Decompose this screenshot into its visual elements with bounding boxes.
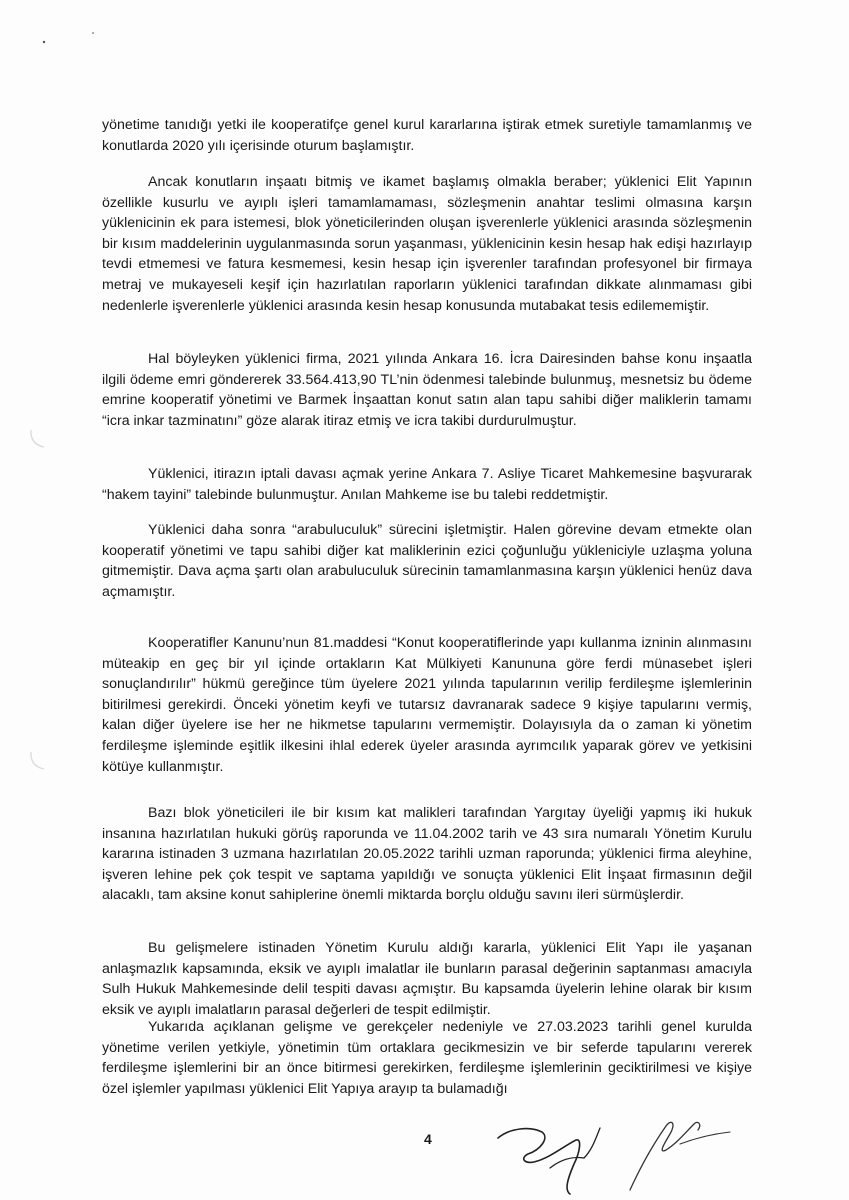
punch-hole-mark: [28, 428, 48, 450]
punch-hole-mark: [28, 750, 48, 772]
paragraph: Yüklenici, itirazın iptali davası açmak yerine Ankara 7. Asliye Ticaret Mahkemesine başvurarak “hakem tayini” talebinde bulunmuştur. Anılan Mahkeme ise bu talebi reddetmiştir.: [102, 466, 752, 503]
paragraph: Bu gelişmelere istinaden Yönetim Kurulu aldığı kararla, yüklenici Elit Yapı ile yaşanan anlaşmazlık kapsamında, eksik ve ayıplı imalatlar ile bunların parasal değerinin saptanması amacıyla Sulh Hukuk Mahkemesinde delil tespiti davası açmıştır. Bu kapsamda üyelerin lehine olarak bir kısım eksik ve ayıplı imalatların parasal değerleri de tespit edilmiştir.: [102, 940, 752, 1018]
paragraph: Ancak konutların inşaatı bitmiş ve ikamet başlamış olmakla beraber; yüklenici Elit Yapının özellikle kusurlu ve ayıplı işleri tamamlamaması, sözleşmenin anahtar teslimi olmasına karşın yüklenicinin ek para istemesi, blok yöneticilerinden oluşan işverenlerle yüklenici arasında sözleşmenin bir kısım maddelerinin uygulanmasında sorun yaşanması, yüklenicinin kesin hesap hak edişi hazırlayıp tevdi etmemesi ve fatura kesmemesi, kesin hesap için işverenler tarafından profesyonel bir firmaya metraj ve mukayeseli keşif için hazırlatılan raporların yüklenici tarafından dikkate alınmaması gibi nedenlerle işverenlerle yüklenici arasında kesin hesap konusunda mutabakat tesis edilememiştir.: [102, 174, 752, 314]
handwritten-signature: [480, 1098, 810, 1198]
paragraph: Hal böyleyken yüklenici firma, 2021 yılında Ankara 16. İcra Dairesinden bahse konu inşaatla ilgili ödeme emri göndererek 33.564.413,90 TL’nin ödenmesi talebinde bulunmuş, mesnetsiz bu ödeme emrine kooperatif yönetimi ve Barmek İnşaattan konut satın alan tapu sahibi diğer maliklerin tamamı “icra inkar tazminatını” göze alarak itiraz etmiş ve icra takibi durdurulmuştur.: [102, 351, 752, 429]
paragraph: Bazı blok yöneticileri ile bir kısım kat malikleri tarafından Yargıtay üyeliği yapmış iki hukuk insanına hazırlatılan hukuki görüş raporunda ve 11.04.2002 tarih ve 43 sıra numaralı Yönetim Kurulu kararına istinaden 3 uzmana hazırlatılan 20.05.2022 tarihli uzman raporunda; yüklenici firma aleyhine, işveren lehine pek çok tespit ve saptama yapıldığı ve sonuçta yüklenici Elit İnşaat firmasının değil alacaklı, tam aksine konut sahiplerine önemli miktarda borçlu olduğu savını ileri sürmüşlerdir.: [102, 805, 752, 904]
paragraph: yönetime tanıdığı yetki ile kooperatifçe genel kurul kararlarına iştirak etmek suretiyle tamamlanmış ve konutlarda 2020 yılı içerisinde oturum başlamıştır.: [102, 117, 752, 154]
scan-speck: [40, 30, 100, 50]
page-number: 4: [424, 1131, 432, 1147]
paragraph: Yukarıda açıklanan gelişme ve gerekçeler nedeniyle ve 27.03.2023 tarihli genel kurulda yönetime verilen yetkiyle, yönetimin tüm ortaklara gecikmesizin ve bir seferde tapularını vererek ferdileşme işlemlerini bir an önce bitirmesi gerekirken, ferdileşme işlemlerinin geciktirilmesi ve kişiye özel işlemler yapılması yüklenici Elit Yapıya arayıp ta bulamadığı: [102, 1019, 752, 1097]
paragraph: Kooperatifler Kanunu’nun 81.maddesi “Konut kooperatiflerinde yapı kullanma izninin alınmasını müteakip en geç bir yıl içinde ortakların Kat Mülkiyeti Kanununa göre ferdi münasebet işleri sonuçlandırılır” hükmü gereğince tüm üyelere 2021 yılında tapularının verilip ferdileşme işlemlerinin bitirilmesi gerekirdi. Önceki yönetim keyfi ve tutarsız davranarak sadece 9 kişiye tapularını vermiş, kalan diğer üyelere ise her ne hikmetse tapularını vermemiştir. Dolayısıyla da o zaman ki yönetim ferdileşme işleminde eşitlik ilkesini ihlal ederek üyeler arasında ayrımcılık yaparak görev ve yetkisini kötüye kullanmıştır.: [102, 635, 752, 775]
paragraph: Yüklenici daha sonra “arabuluculuk” sürecini işletmiştir. Halen görevine devam etmekte olan kooperatif yönetimi ve tapu sahibi diğer kat maliklerinin ezici çoğunluğu yükleniciyle uzlaşma yoluna gitmemiştir. Dava açma şartı olan arabuluculuk sürecinin tamamlanmasına karşın yüklenici henüz dava açmamıştır.: [102, 522, 752, 600]
